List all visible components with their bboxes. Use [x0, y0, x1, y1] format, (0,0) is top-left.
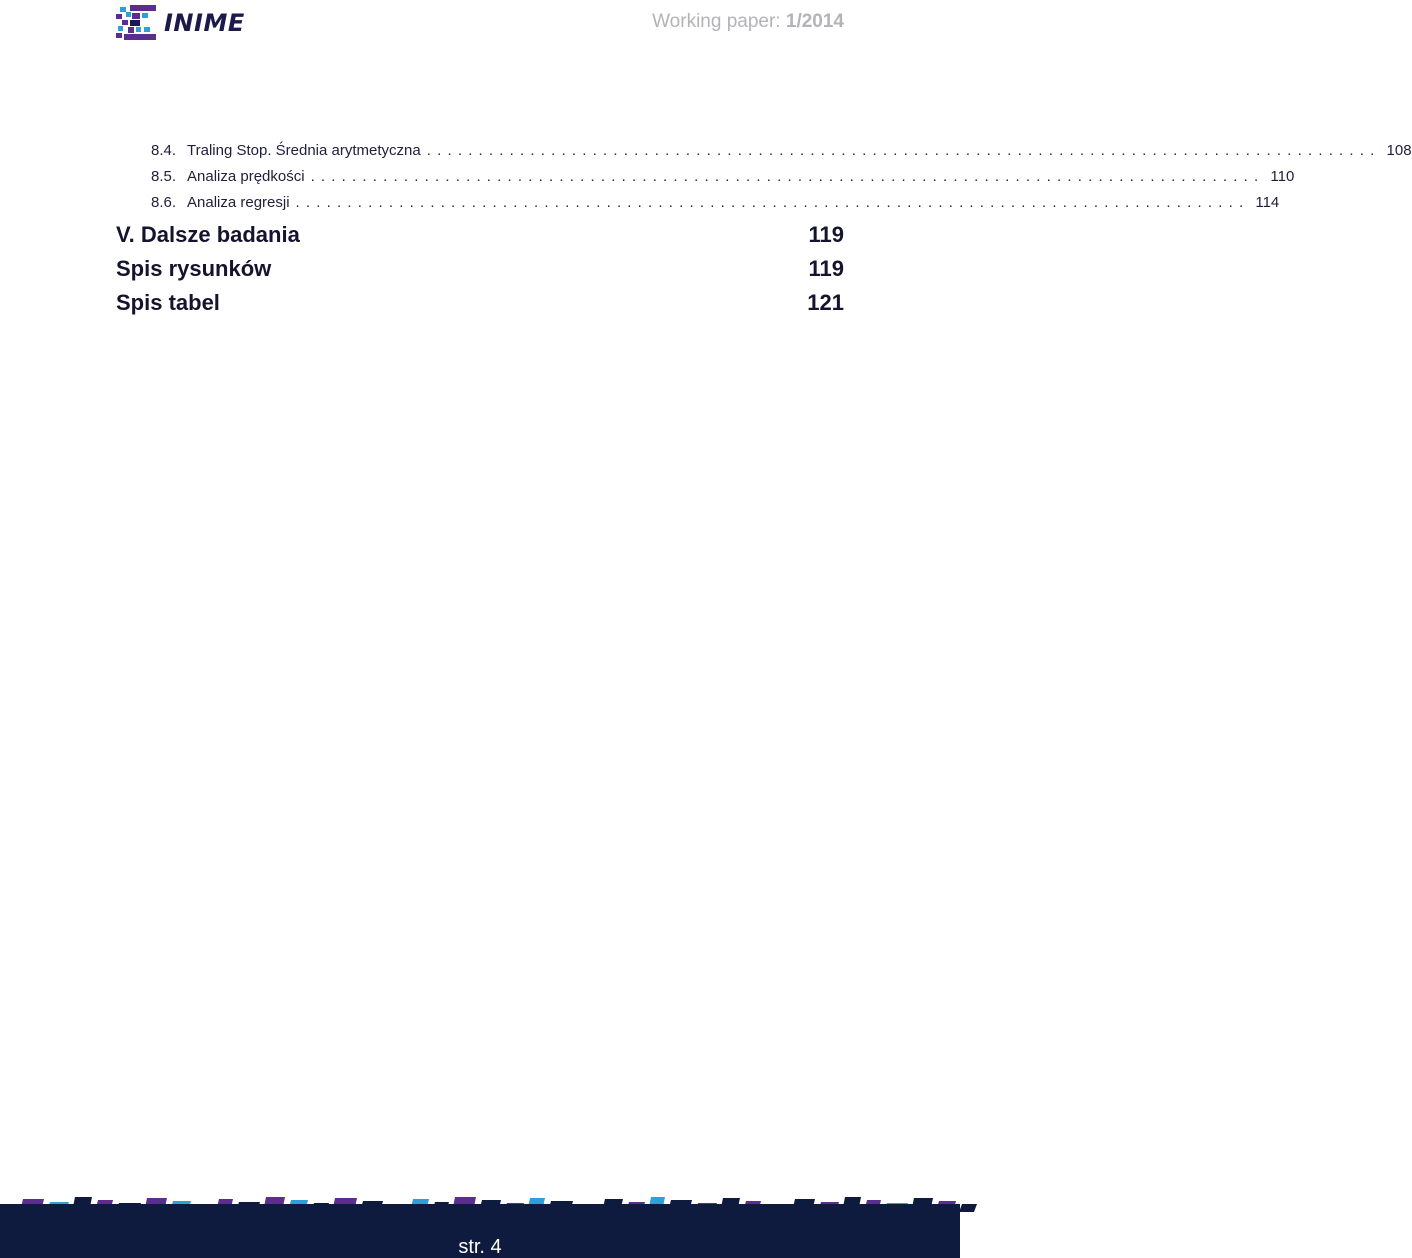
working-paper-prefix: Working paper:: [652, 11, 781, 32]
toc-chapter-page: 119: [808, 222, 844, 247]
toc-entry-title: Analiza regresji: [187, 194, 290, 211]
toc-chapter-entry[interactable]: [116, 290, 844, 324]
toc-entry-title: Analiza prędkości: [187, 168, 305, 185]
toc-leader-dots: ............................................................................................: [295, 194, 1250, 211]
toc-leader-dots: ............................................................................................: [310, 168, 1265, 185]
table-of-contents: [116, 142, 1412, 324]
toc-entry[interactable]: [116, 194, 1280, 220]
toc-entry-page: 108: [1386, 142, 1412, 159]
toc-entry-page: 110: [1270, 168, 1295, 185]
toc-entry[interactable]: [116, 168, 1295, 194]
working-paper-number: 1/2014: [785, 11, 844, 32]
toc-leader-dots: ............................................................................................: [426, 142, 1381, 159]
toc-chapter-page: 121: [807, 290, 844, 315]
toc-entry-number: 8.4.: [151, 142, 177, 159]
toc-entry-number: 8.5.: [151, 168, 177, 185]
toc-chapter-title: V. Dalsze badania: [116, 222, 300, 247]
page-header: [0, 0, 960, 48]
toc-chapter-page: 119: [808, 256, 844, 281]
toc-chapter-entry[interactable]: [116, 256, 844, 290]
logo-wordmark: INIME: [164, 9, 245, 37]
toc-entry-number: 8.6.: [151, 194, 177, 211]
toc-entry[interactable]: [116, 142, 1412, 168]
toc-chapter-title: Spis tabel: [116, 290, 220, 315]
toc-chapter-entry[interactable]: [116, 222, 844, 256]
page-footer: [0, 1192, 960, 1258]
inime-logo-icon: [116, 5, 158, 41]
toc-entry-page: 114: [1255, 194, 1280, 211]
footer-stripe-block: [959, 1204, 977, 1212]
toc-chapter-title: Spis rysunków: [116, 256, 272, 281]
working-paper-label: [652, 10, 844, 34]
page-number: str. 4: [458, 1236, 502, 1258]
inime-logo: [116, 5, 245, 41]
toc-entry-title: Traling Stop. Średnia arytmetyczna: [187, 142, 421, 159]
